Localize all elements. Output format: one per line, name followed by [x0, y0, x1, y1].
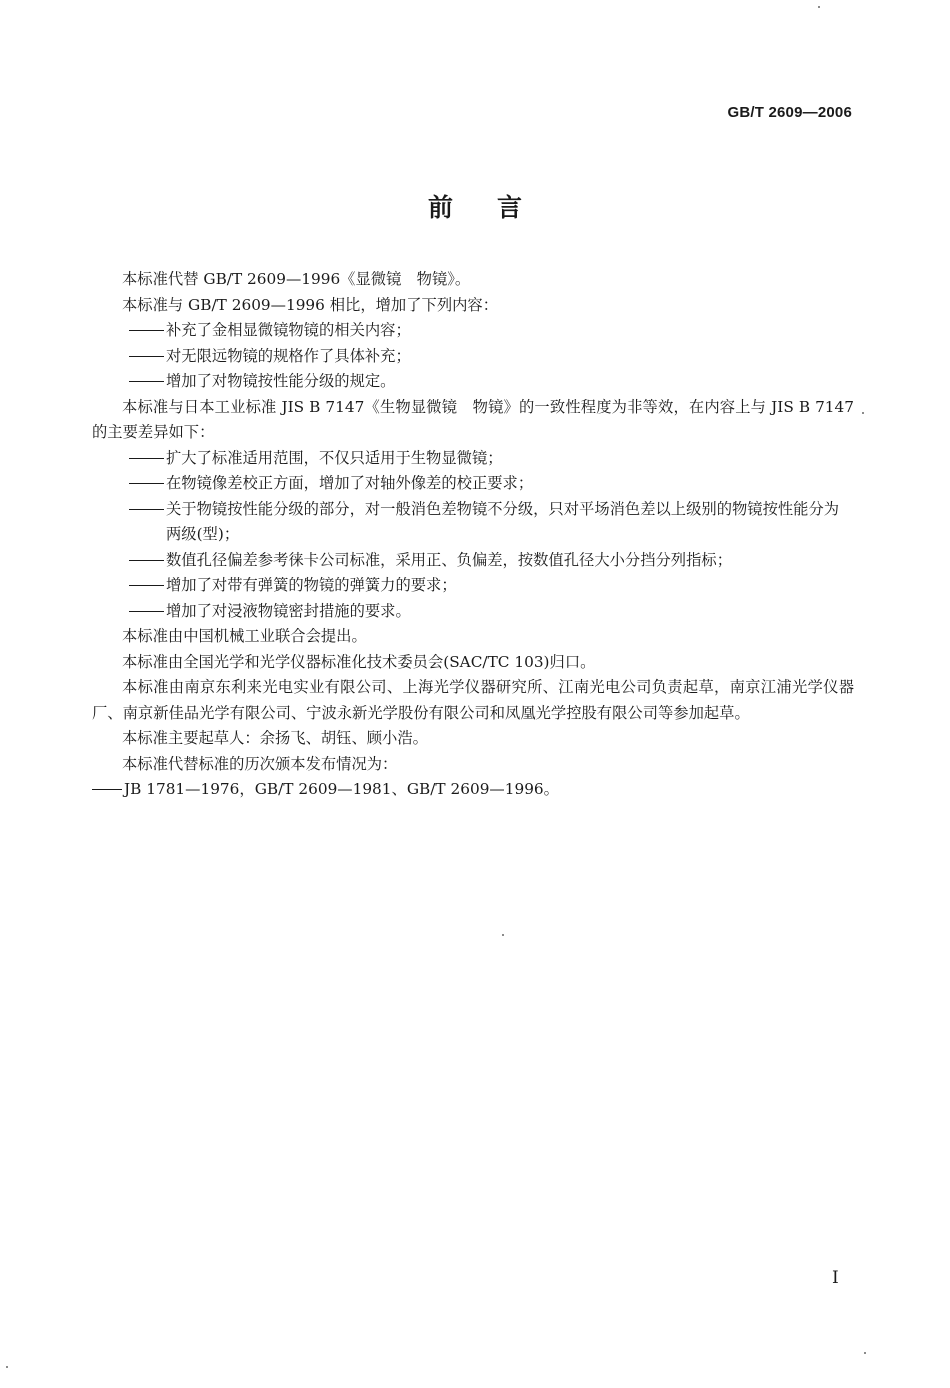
list-item [92, 777, 854, 803]
list-item-text: 补充了金相显微镜物镜的相关内容； [166, 321, 411, 339]
list-item-text: 增加了对物镜按性能分级的规定。 [166, 372, 396, 390]
dash-mark [129, 356, 164, 357]
dash-mark [129, 458, 164, 459]
paragraph-drafting-units: 本标准由南京东利来光电实业有限公司、上海光学仪器研究所、江南光电公司负责起草，南京江浦光学仪器厂、南京新佳品光学有限公司、宁波永新光学股份有限公司和凤凰光学控股有限公司等参加起草。 [92, 678, 854, 722]
paragraph-drafters: 本标准主要起草人：余扬飞、胡钰、顾小浩。 [122, 729, 428, 747]
list-item-text: 扩大了标准适用范围，不仅只适用于生物显微镜； [166, 448, 503, 467]
dash-mark [92, 789, 122, 790]
list-item [92, 471, 854, 497]
list-item [92, 369, 854, 395]
list-item [92, 548, 854, 574]
list-item-text: 在物镜像差校正方面，增加了对轴外像差的校正要求； [166, 474, 534, 492]
list-item [92, 599, 854, 625]
list-item-text: 对无限远物镜的规格作了具体补充； [166, 346, 411, 365]
dash-mark [129, 560, 164, 561]
standard-number: GB/T 2609—2006 [727, 104, 852, 121]
dash-mark [129, 381, 164, 382]
list-item-text: 增加了对带有弹簧的物镜的弹簧力的要求； [166, 576, 457, 594]
dash-mark [129, 483, 164, 484]
scan-speck [502, 934, 504, 936]
paragraph-jis-comparison: 本标准与日本工业标准 JIS B 7147《生物显微镜 物镜》的一致性程度为非等效，在内容上与 JIS B 7147的主要差异如下： [92, 397, 854, 441]
list-item-text: JB 1781—1976，GB/T 2609—1981、GB/T 2609—1996。 [124, 780, 559, 798]
paragraph-history-intro: 本标准代替标准的历次颁本发布情况为： [122, 754, 398, 773]
list-item [92, 497, 854, 548]
dash-mark [129, 585, 164, 586]
list-item-text: 数值孔径偏差参考徕卡公司标准，采用正、负偏差，按数值孔径大小分挡分列指标； [166, 550, 732, 569]
list-item-text: 关于物镜按性能分级的部分，对一般消色差物镜不分级，只对平场消色差以上级别的物镜按性能分为两级(型)； [166, 499, 840, 543]
list-item [92, 344, 854, 370]
scan-speck [6, 1366, 8, 1368]
scan-speck [818, 6, 820, 8]
list-item [92, 573, 854, 599]
dash-mark [129, 611, 164, 612]
page-number: I [832, 1268, 839, 1288]
paragraph-changes-intro: 本标准与 GB/T 2609—1996 相比，增加了下列内容： [122, 295, 499, 314]
scan-speck [864, 1352, 866, 1354]
paragraph-replaces: 本标准代替 GB/T 2609—1996《显微镜 物镜》。 [122, 270, 471, 288]
page-title: 前言 [427, 193, 566, 222]
dash-mark [129, 509, 164, 510]
list-item [92, 446, 854, 472]
list-item [92, 318, 854, 344]
list-item-text: 增加了对浸液物镜密封措施的要求。 [166, 601, 411, 620]
paragraph-centralized-by: 本标准由全国光学和光学仪器标准化技术委员会(SAC/TC 103)归口。 [122, 652, 596, 671]
foreword-body [92, 267, 854, 803]
paragraph-proposed-by: 本标准由中国机械工业联合会提出。 [122, 627, 367, 645]
dash-mark [129, 330, 164, 331]
scan-speck [862, 412, 864, 414]
